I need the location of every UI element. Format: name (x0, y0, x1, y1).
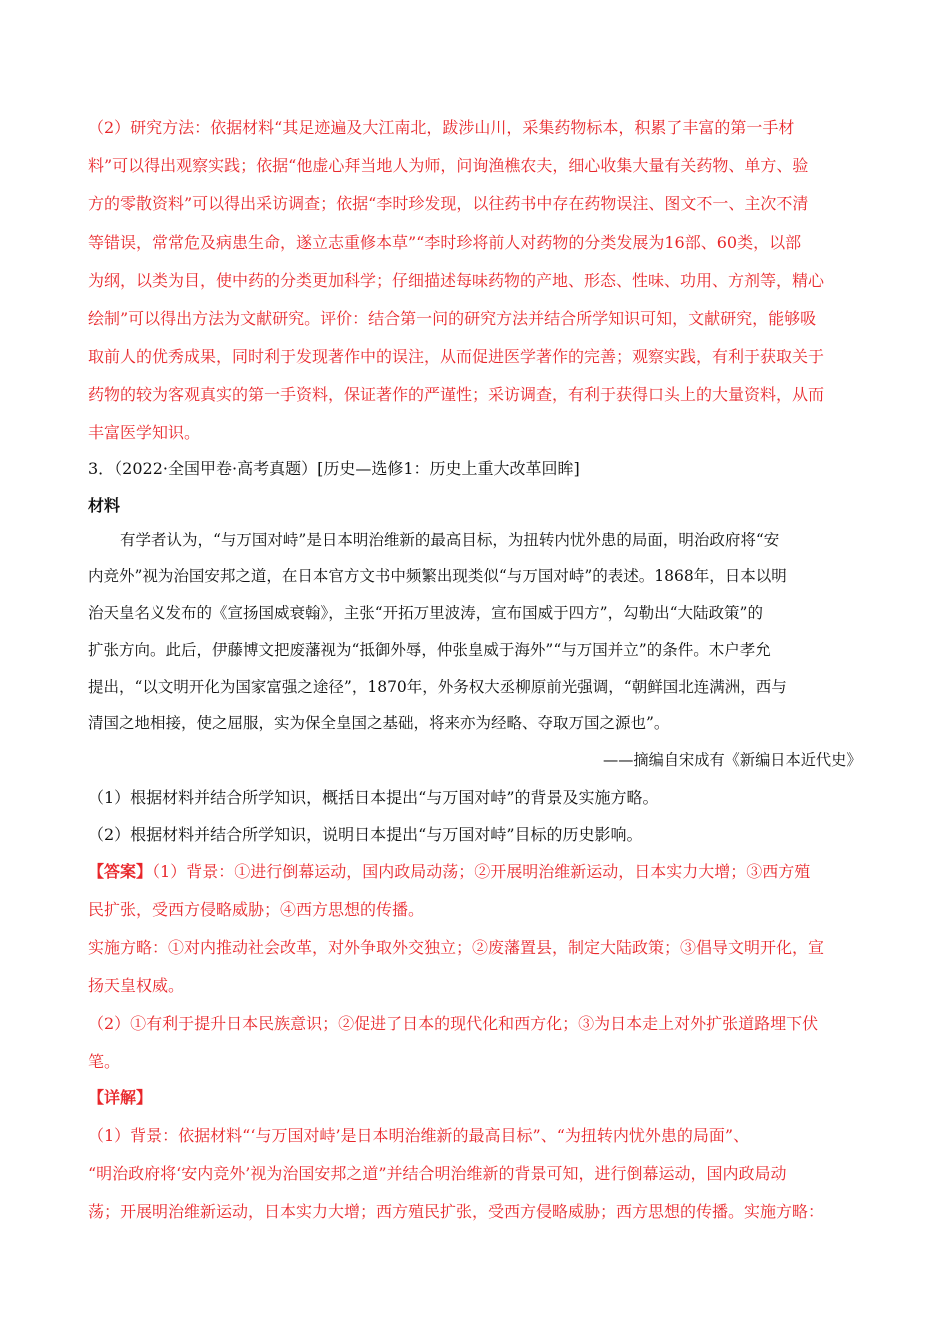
material-label: 材料 (88, 496, 121, 515)
detail-line-3: 荡；开展明治维新运动，日本实力大增；西方殖民扩张，受西方侵略威胁；西方思想的传播。实施方略： (88, 1202, 825, 1221)
question-header: 3．（2022·全国甲卷·高考真题）[历史—选修1：历史上重大改革回眸] (88, 459, 580, 478)
answer-line-2: 民扩张，受西方侵略威胁；④西方思想的传播。 (88, 900, 425, 919)
sub-question-1: （1）根据材料并结合所学知识，概括日本提出“与万国对峙”的背景及实施方略。 (88, 788, 659, 807)
answer-line-1 (88, 862, 810, 882)
answer-line-5: （2）①有利于提升日本民族意识；②促进了日本的现代化和西方化；③为日本走上对外扩张道路埋下伏 (88, 1014, 819, 1033)
material-line-3: 治天皇名义发布的《宣扬国威衰翰》，主张“开拓万里波涛，宣布国威于四方”，勾勒出“大陆政策”的 (88, 604, 763, 622)
answer-line-6: 笔。 (88, 1052, 121, 1071)
analysis-line-2: 料”可以得出观察实践；依据“他虚心拜当地人为师，问询渔樵农夫，细心收集大量有关药物、单方、验 (88, 156, 809, 175)
material-line-1: 有学者认为，“与万国对峙”是日本明治维新的最高目标，为扭转内忧外患的局面，明治政府将“安 (120, 531, 780, 549)
analysis-line-4: 等错误，常常危及病患生命，遂立志重修本草”“李时珍将前人对药物的分类发展为16部、60类，以部 (88, 233, 802, 252)
answer-tag: 【答案】 (88, 862, 153, 881)
answer-line-4: 扬天皇权威。 (88, 976, 185, 995)
detail-line-2: “明治政府将‘安内竞外’视为治国安邦之道”并结合明治维新的背景可知，进行倒幕运动，国内政局动 (88, 1164, 787, 1183)
analysis-line-6: 绘制”可以得出方法为文献研究。评价：结合第一问的研究方法并结合所学知识可知，文献研究，能够吸 (88, 309, 817, 328)
analysis-line-3: 方的零散资料”可以得出采访调查；依据“李时珍发现，以往药书中存在药物误注、图文不一、主次不清 (88, 194, 809, 213)
analysis-line-8: 药物的较为客观真实的第一手资料，保证著作的严谨性；采访调查，有利于获得口头上的大量资料，从而 (88, 385, 825, 404)
detail-tag: 【详解】 (88, 1088, 153, 1107)
material-line-5: 提出，“以文明开化为国家富强之途径”，1870年，外务权大丞柳原前光强调，“朝鲜国北连满洲，西与 (88, 678, 787, 696)
material-line-4: 扩张方向。此后，伊藤博文把废藩视为“抵御外辱，仲张皇威于海外”“与万国并立”的条件。木户孝允 (88, 641, 771, 659)
analysis-line-5: 为纲，以类为目，使中药的分类更加科学；仔细描述每味药物的产地、形态、性味、功用、方剂等，精心 (88, 271, 825, 290)
detail-line-1: （1）背景：依据材料“‘与万国对峙’是日本明治维新的最高目标”、“为扭转内忧外患的局面”、 (88, 1126, 750, 1145)
analysis-line-9: 丰富医学知识。 (88, 423, 201, 442)
analysis-line-1: （2）研究方法：依据材料“其足迹遍及大江南北，跋涉山川，采集药物标本，积累了丰富的第一手材 (88, 118, 795, 137)
answer-text-1: （1）背景：①进行倒幕运动，国内政局动荡；②开展明治维新运动，日本实力大增；③西方殖 (152, 862, 811, 881)
sub-question-2: （2）根据材料并结合所学知识，说明日本提出“与万国对峙”目标的历史影响。 (88, 825, 643, 844)
material-line-6: 清国之地相接，使之屈服，实为保全皇国之基础，将来亦为经略、夺取万国之源也”。 (88, 714, 670, 732)
analysis-line-7: 取前人的优秀成果，同时利于发现著作中的误注，从而促进医学著作的完善；观察实践，有利于获取关于 (88, 347, 825, 366)
answer-line-3: 实施方略：①对内推动社会改革，对外争取外交独立；②废藩置县，制定大陆政策；③倡导文明开化，宣 (88, 938, 825, 957)
material-line-2: 内竞外”视为治国安邦之道，在日本官方文书中频繁出现类似“与万国对峙”的表述。1868年，日本以明 (88, 567, 787, 585)
material-source: ——摘编自宋成有《新编日本近代史》 (603, 751, 862, 769)
